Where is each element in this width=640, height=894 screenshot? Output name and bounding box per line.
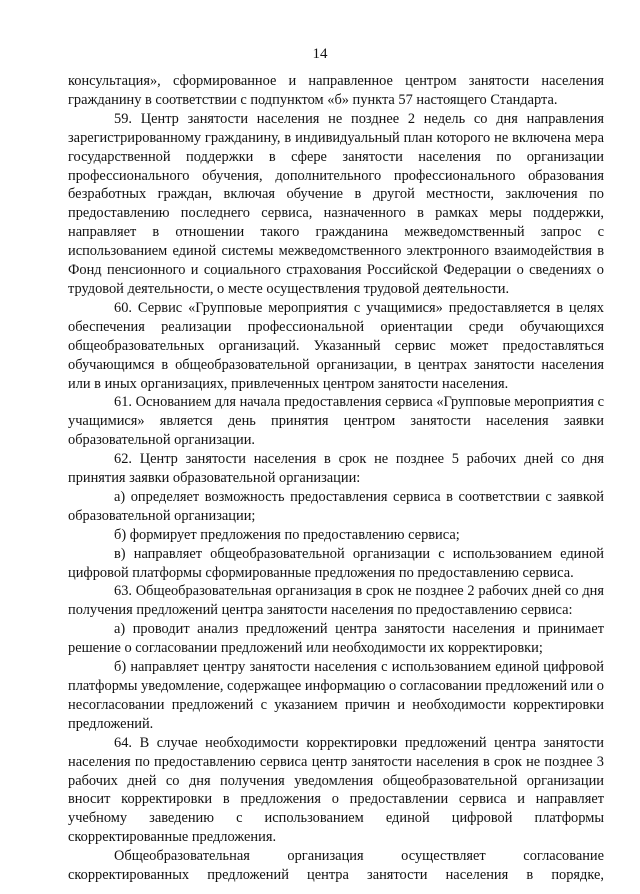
paragraph-63: 63. Общеобразовательная организация в срок не позднее 2 рабочих дней со дня получения предложений центра занятости населения по предоставлению сервиса: (68, 583, 604, 619)
paragraph-62-v: в) направляет общеобразовательной организации с использованием единой цифровой платформы сформированные предложения по предоставлению сервиса. (68, 545, 604, 581)
paragraph-59: 59. Центр занятости населения не позднее 2 недель со дня направления зарегистрированному гражданину, в индивидуальный план которого не включена мера государственной поддержки в сфере занятости населения по организации профессионального обучения, дополнительного профессионального образования безработных граждан, включая обучение в другой местности, заключения по предоставлению последнего сервиса, назначенного в рамках меры поддержки, направляет в отношении такого гражданина межведомственный запрос с использованием единой системы межведомственного электронного взаимодействия в Фонд пенсионного и социального страхования Российской Федерации о сведениях о трудовой деятельности, о месте осуществления трудовой деятельности. (68, 110, 604, 297)
paragraph-61: 61. Основанием для начала предоставления сервиса «Групповые мероприятия с учащимися» является день принятия центром занятости населения заявки образовательной организации. (68, 394, 604, 449)
paragraph-63-a: а) проводит анализ предложений центра занятости населения и принимает решение о согласовании предложений или необходимости их корректировки; (68, 621, 604, 657)
paragraph-continuation: консультация», сформированное и направленное центром занятости населения гражданину в соответствии с подпунктом «б» пункта 57 настоящего Стандарта. (68, 73, 604, 108)
paragraph-62: 62. Центр занятости населения в срок не позднее 5 рабочих дней со дня принятия заявки образовательной организации: (68, 451, 604, 487)
document-body (68, 72, 604, 885)
paragraph-62-b: б) формирует предложения по предоставлению сервиса; (114, 526, 460, 543)
paragraph-64: 64. В случае необходимости корректировки предложений центра занятости населения по предоставлению сервиса центр занятости населения в срок не позднее 3 рабочих дней со дня получения уведомления общеобразовательной организации вносит корректировки в предложения о предоставлении сервиса и направляет учебному заведению с использованием единой цифровой платформы скорректированные предложения. (68, 734, 604, 846)
paragraph-60: 60. Сервис «Групповые мероприятия с учащимися» предоставляется в целях обеспечения реализации профессиональной ориентации среди обучающихся общеобразовательных организаций. Указанный сервис может предоставляться обучающимся в общеобразовательной организации, в центрах занятости населения или в иных организациях, привлеченных центром занятости населения. (68, 299, 604, 392)
page-number: 14 (312, 46, 328, 62)
paragraph-63-b: б) направляет центру занятости населения с использованием единой цифровой платформы уведомление, содержащее информацию о согласовании предложений или о несогласовании предложений с указанием причин и необходимости корректировки предложений. (68, 659, 605, 732)
paragraph-62-a: а) определяет возможность предоставления сервиса в соответствии с заявкой образовательной организации; (68, 488, 604, 524)
paragraph-continued-next-page: Общеобразовательная организация осуществляет согласование скорректированных предложений центра занятости населения в порядке, (68, 848, 604, 884)
